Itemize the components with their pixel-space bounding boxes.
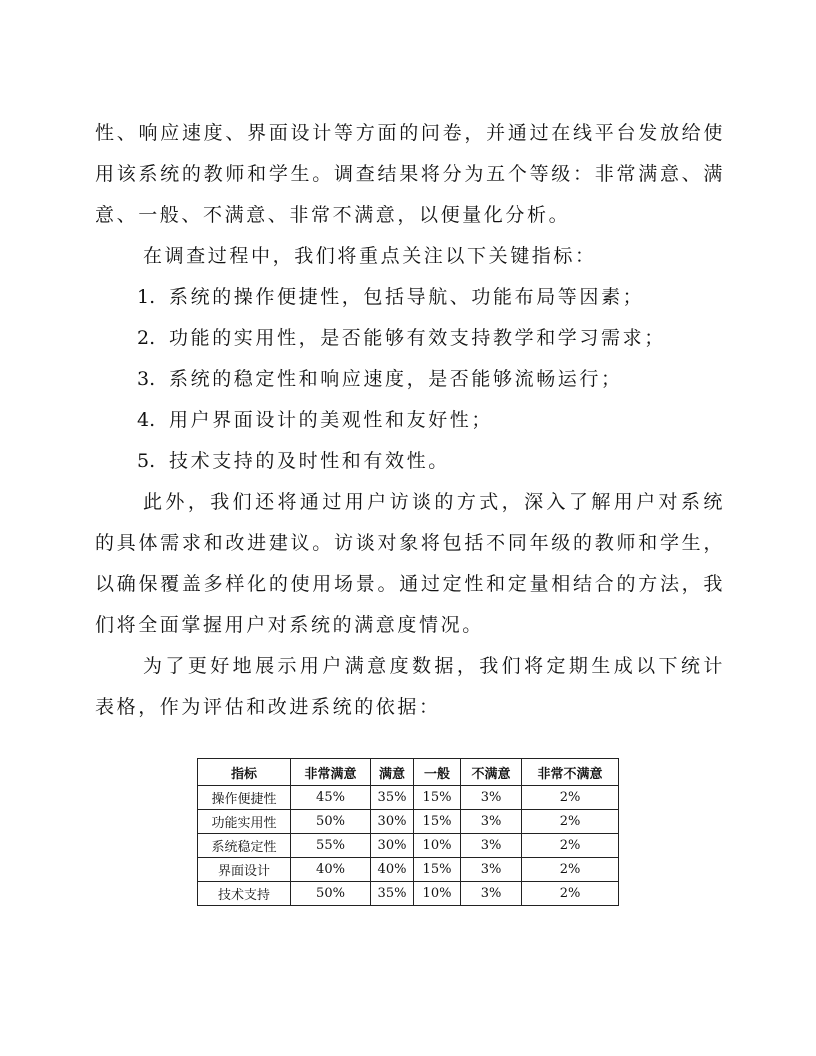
table-cell: 2% — [522, 882, 619, 906]
list-item-text: 系统的操作便捷性，包括导航、功能布局等因素； — [169, 286, 645, 308]
table-header-cell: 满意 — [371, 759, 414, 786]
list-item-text: 用户界面设计的美观性和友好性； — [169, 409, 494, 431]
table-cell: 10% — [414, 834, 461, 858]
table-cell: 界面设计 — [198, 858, 291, 882]
list-item-text: 系统的稳定性和响应速度，是否能够流畅运行； — [169, 368, 623, 390]
table-row — [198, 834, 619, 858]
table-header-cell: 一般 — [414, 759, 461, 786]
list-item — [95, 318, 725, 359]
paragraph-2: 在调查过程中，我们将重点关注以下关键指标： — [143, 245, 597, 267]
table-cell: 功能实用性 — [198, 810, 291, 834]
table-row — [198, 882, 619, 906]
list-item-number: 2. — [137, 327, 156, 349]
table-cell: 10% — [414, 882, 461, 906]
table-cell: 50% — [291, 882, 371, 906]
table-header-cell: 非常满意 — [291, 759, 371, 786]
table-cell: 15% — [414, 810, 461, 834]
body-text — [95, 113, 725, 728]
indicator-list — [95, 277, 725, 482]
list-item — [95, 441, 725, 482]
table-cell: 操作便捷性 — [198, 786, 291, 810]
list-item-number: 5. — [137, 450, 156, 472]
list-item-number: 4. — [137, 409, 156, 431]
table-cell: 3% — [461, 858, 522, 882]
table-cell: 40% — [291, 858, 371, 882]
table-header-row — [198, 759, 619, 786]
table-row — [198, 810, 619, 834]
satisfaction-table — [197, 758, 619, 906]
table-cell: 2% — [522, 786, 619, 810]
table-cell: 技术支持 — [198, 882, 291, 906]
table-cell: 2% — [522, 810, 619, 834]
table-cell: 35% — [371, 882, 414, 906]
list-item-number: 3. — [137, 368, 156, 390]
table-cell: 30% — [371, 810, 414, 834]
table-cell: 40% — [371, 858, 414, 882]
table-cell: 50% — [291, 810, 371, 834]
paragraph-3: 此外，我们还将通过用户访谈的方式，深入了解用户对系统的具体需求和改进建议。访谈对象将包括不同年级的教师和学生，以确保覆盖多样化的使用场景。通过定性和定量相结合的方法，我们将全面掌握用户对系统的满意度情况。 — [95, 491, 725, 636]
table-cell: 3% — [461, 786, 522, 810]
table-cell: 3% — [461, 810, 522, 834]
table-cell: 3% — [461, 834, 522, 858]
list-item-text: 技术支持的及时性和有效性。 — [169, 450, 450, 472]
table-cell: 2% — [522, 858, 619, 882]
table-cell: 15% — [414, 786, 461, 810]
table-row — [198, 858, 619, 882]
table-cell: 55% — [291, 834, 371, 858]
table-header-cell: 非常不满意 — [522, 759, 619, 786]
table-cell: 15% — [414, 858, 461, 882]
table-cell: 45% — [291, 786, 371, 810]
list-item — [95, 400, 725, 441]
table-header-cell: 不满意 — [461, 759, 522, 786]
table-cell: 3% — [461, 882, 522, 906]
table-cell: 系统稳定性 — [198, 834, 291, 858]
table-cell: 2% — [522, 834, 619, 858]
paragraph-1: 性、响应速度、界面设计等方面的问卷，并通过在线平台发放给使用该系统的教师和学生。调查结果将分为五个等级：非常满意、满意、一般、不满意、非常不满意，以便量化分析。 — [95, 122, 725, 226]
table-row — [198, 786, 619, 810]
paragraph-4: 为了更好地展示用户满意度数据，我们将定期生成以下统计表格，作为评估和改进系统的依据： — [95, 655, 725, 718]
list-item — [95, 277, 725, 318]
list-item-number: 1. — [137, 286, 156, 308]
table-cell: 30% — [371, 834, 414, 858]
table-cell: 35% — [371, 786, 414, 810]
list-item — [95, 359, 725, 400]
list-item-text: 功能的实用性，是否能够有效支持教学和学习需求； — [169, 327, 666, 349]
table-header-cell: 指标 — [198, 759, 291, 786]
